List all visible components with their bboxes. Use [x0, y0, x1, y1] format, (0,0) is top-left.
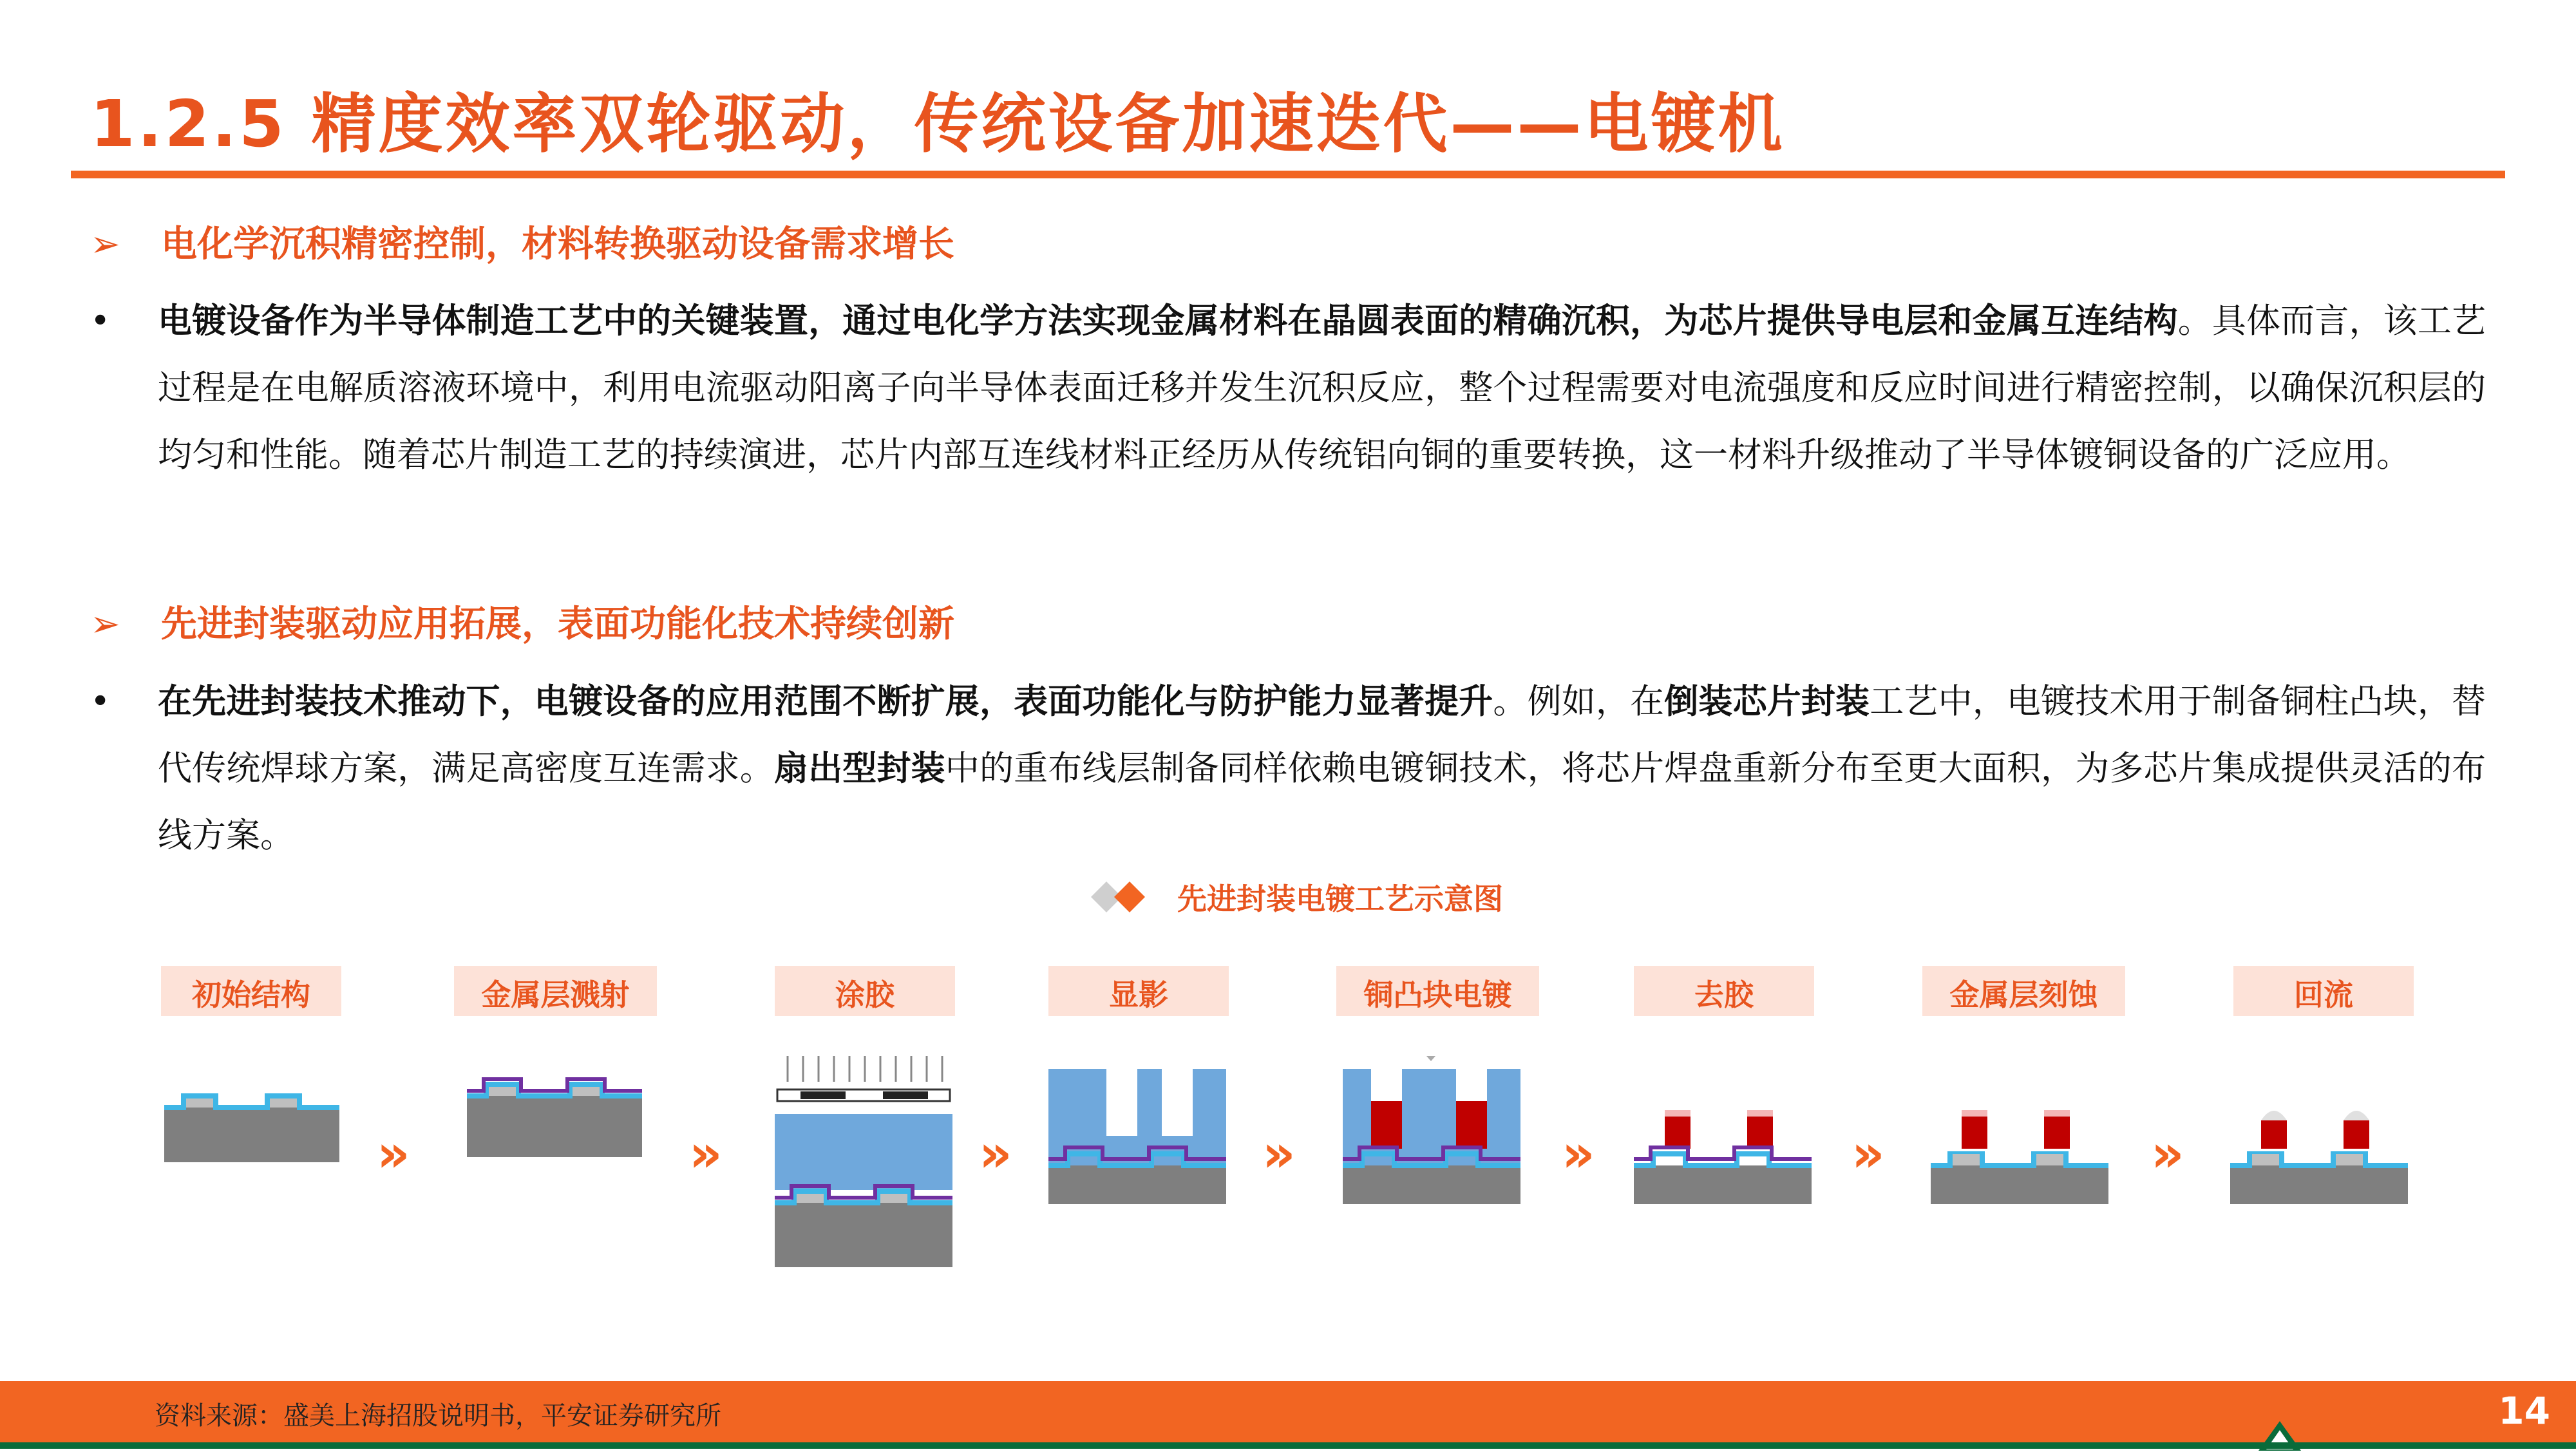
section-heading-text: 先进封装驱动应用拓展，表面功能化技术持续创新: [161, 603, 954, 645]
page-number: 14: [2498, 1389, 2550, 1433]
footer-bar: [0, 1381, 2576, 1442]
paragraph-body: 中的重布线层制备同样依赖电镀铜技术，将芯片焊盘重新分布至更大面积，为多芯片集成提供灵活的布线方案。: [158, 749, 2486, 855]
step-arrow-icon: »: [2151, 1124, 2174, 1183]
paragraph-body: 。具体而言，该工艺过程是在电解质溶液环境中，利用电流驱动阳离子向半导体表面迁移并发生沉积反应，整个过程需要对电流强度和反应时间进行精密控制，以确保沉积层的均匀和性能。随着芯片制造工艺的持续演进，芯片内部互连线材料正经历从传统铝向铜的重要转换，这一材料升级推动了半导体镀铜设备的广泛应用。: [158, 301, 2486, 475]
footer-line: [0, 1442, 2576, 1449]
step-arrow-icon: »: [979, 1124, 1002, 1183]
step-figure-strip: [1634, 1056, 1814, 1211]
arrow-bullet-icon: ➢: [90, 603, 120, 645]
step-figure-etch: [1931, 1056, 2111, 1211]
bullet-dot-icon: •: [90, 682, 111, 721]
step-label-3: 涂胶: [775, 966, 955, 1016]
title-divider: [71, 171, 2505, 178]
step-figure-initial: [164, 1056, 345, 1185]
step-figure-plating: [1343, 1056, 1523, 1211]
diagram-title: 先进封装电镀工艺示意图: [1088, 876, 1503, 914]
step-arrow-icon: »: [1262, 1124, 1285, 1183]
step-label-2: 金属层溅射: [454, 966, 657, 1016]
section-heading-text: 电化学沉积精密控制，材料转换驱动设备需求增长: [161, 223, 954, 265]
step-arrow-icon: »: [689, 1124, 712, 1183]
paragraph-2: [90, 668, 2486, 869]
step-figure-coat: [775, 1056, 955, 1275]
diamond-logo-icon: [1088, 879, 1159, 915]
step-label-4: 显影: [1048, 966, 1229, 1016]
paragraph-body: 。例如，在: [1493, 682, 1665, 721]
paragraph-text: [158, 668, 2486, 869]
bullet-dot-icon: •: [90, 301, 111, 341]
section-heading-2: [90, 596, 954, 647]
bold-term: 扇出型封装: [773, 749, 945, 788]
step-figure-reflow: [2230, 1056, 2410, 1211]
step-arrow-icon: »: [377, 1124, 400, 1183]
process-diagram: [0, 966, 2576, 1352]
paragraph-text: [158, 288, 2486, 489]
bold-term: 倒装芯片封装: [1664, 682, 1870, 721]
paragraph-1: [90, 288, 2486, 489]
step-arrow-icon: »: [1852, 1124, 1875, 1183]
step-label-7: 金属层刻蚀: [1922, 966, 2125, 1016]
step-label-1: 初始结构: [161, 966, 341, 1016]
page-title: 1.2.5 精度效率双轮驱动，传统设备加速迭代——电镀机: [90, 86, 1785, 162]
step-label-5: 铜凸块电镀: [1336, 966, 1539, 1016]
bold-lead: 在先进封装技术推动下，电镀设备的应用范围不断扩展，表面功能化与防护能力显著提升: [158, 682, 1493, 721]
section-heading-1: [90, 216, 954, 267]
step-arrow-icon: »: [1562, 1124, 1585, 1183]
paragraph-body: 工艺中，电镀技术用于制备铜柱凸块，替代传统焊球方案，满足高密度互连需求。: [158, 682, 2486, 788]
source-note: 资料来源：盛美上海招股说明书，平安证券研究所: [155, 1401, 721, 1431]
step-figure-develop: [1048, 1056, 1229, 1211]
step-label-6: 去胶: [1634, 966, 1814, 1016]
bold-lead: 电镀设备作为半导体制造工艺中的关键装置，通过电化学方法实现金属材料在晶圆表面的精确沉积，为芯片提供导电层和金属互连结构: [158, 301, 2178, 341]
arrow-bullet-icon: ➢: [90, 223, 120, 265]
step-label-8: 回流: [2233, 966, 2414, 1016]
step-figure-sputter: [467, 1056, 647, 1185]
